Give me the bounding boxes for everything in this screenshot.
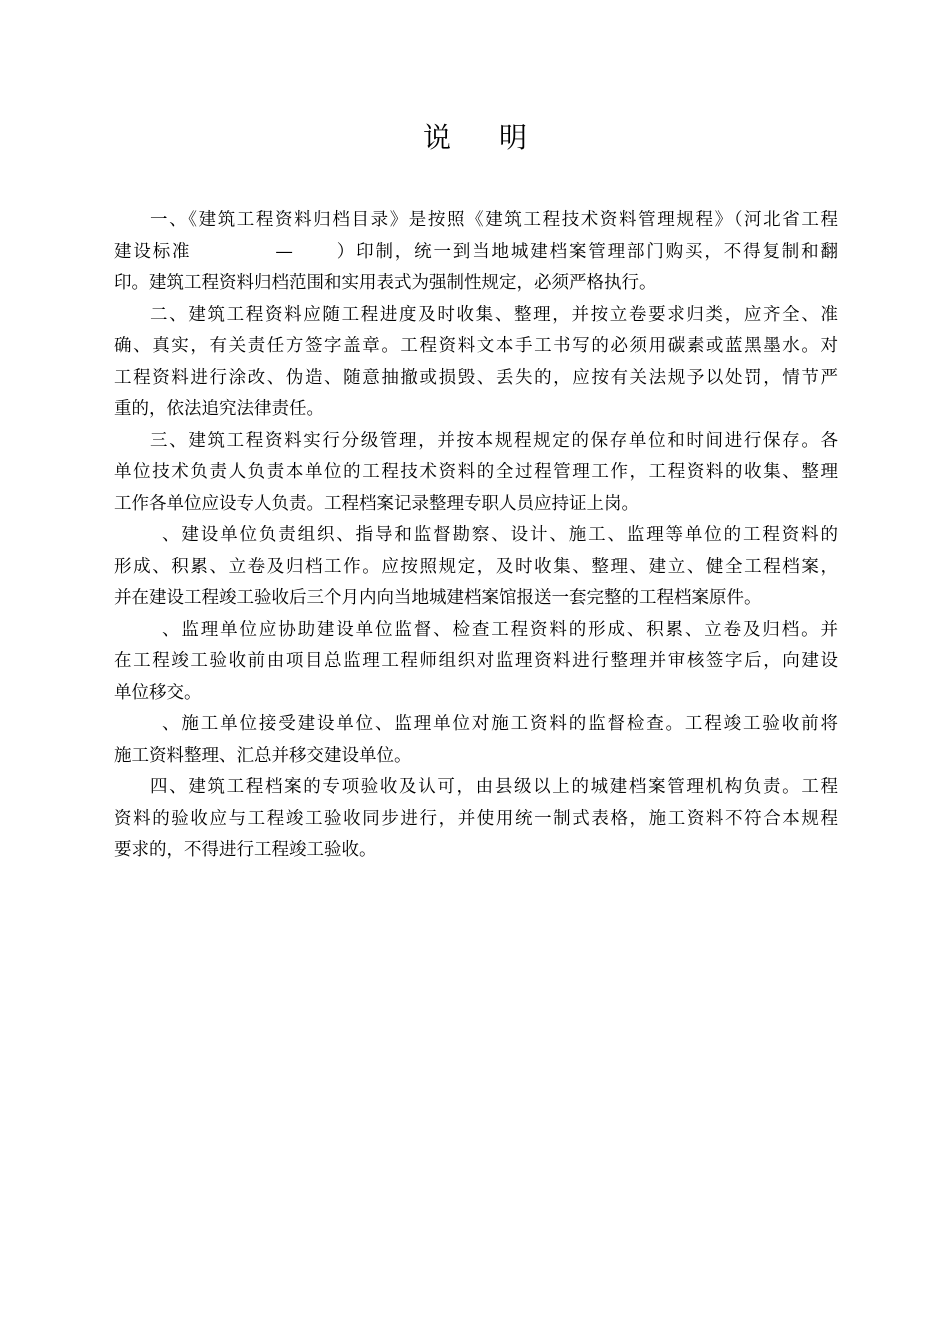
paragraph-3-line-1: 三、建筑工程资料实行分级管理，并按本规程规定的保存单位和时间进行保存。各 [150, 430, 838, 451]
paragraph-7-line-1: 四、建筑工程档案的专项验收及认可，由县级以上的城建档案管理机构负责。工程 [150, 777, 838, 797]
title-char-1: 说 [422, 121, 451, 154]
paragraph-6-line-2: 施工资料整理、汇总并移交建设单位。 [114, 745, 412, 766]
paragraph-4-line-3: 并在建设工程竣工验收后三个月内向当地城建档案馆报送一套完整的工程档案原件。 [114, 588, 762, 608]
standard-rest: ）印制，统一到当地城建档案管理部门购买，不得复制和翻 [334, 241, 839, 262]
paragraph-1-line-1: 一、《建筑工程资料归档目录》是按照《建筑工程技术资料管理规程》（河北省工程 [150, 210, 838, 230]
standard-label: 建设标准 [114, 241, 192, 262]
paragraph-2-line-4: 重的，依法追究法律责任。 [114, 399, 324, 419]
paragraph-1-line-2 [114, 237, 838, 269]
paragraph-7-line-2: 资料的验收应与工程竣工验收同步进行，并使用统一制式表格，施工资料不符合本规程 [114, 808, 838, 829]
paragraph-2-line-3: 工程资料进行涂改、伪造、随意抽撤或损毁、丢失的，应按有关法规予以处罚，情节严 [114, 367, 838, 388]
paragraph-5-line-1: 、监理单位应协助建设单位监督、检查工程资料的形成、积累、立卷及归档。并 [162, 619, 838, 640]
paragraph-6-line-1: 、施工单位接受建设单位、监理单位对施工资料的监督检查。工程竣工验收前将 [162, 714, 838, 734]
paragraph-2-line-2: 确、真实，有关责任方签字盖章。工程资料文本手工书写的必须用碳素或蓝黑墨水。对 [114, 336, 838, 356]
standard-dash: — [275, 241, 293, 262]
page-title [0, 118, 950, 158]
paragraph-3-line-3: 工作各单位应设专人负责。工程档案记录整理专职人员应持证上岗。 [114, 493, 639, 514]
paragraph-3-line-2: 单位技术负责人负责本单位的工程技术资料的全过程管理工作，工程资料的收集、整理 [114, 462, 838, 482]
paragraph-4-line-1: 、建设单位负责组织、指导和监督勘察、设计、施工、监理等单位的工程资料的 [162, 525, 838, 545]
paragraph-2-line-1: 二、建筑工程资料应随工程进度及时收集、整理，并按立卷要求归类，应齐全、准 [150, 304, 838, 325]
title-char-2: 明 [499, 121, 528, 154]
paragraph-1-line-3: 印。建筑工程资料归档范围和实用表式为强制性规定，必须严格执行。 [114, 273, 657, 293]
document-body [114, 205, 838, 867]
paragraph-4-line-2: 形成、积累、立卷及归档工作。应按照规定，及时收集、整理、建立、健全工程档案， [114, 556, 838, 577]
paragraph-5-line-3: 单位移交。 [114, 682, 202, 703]
paragraph-7-line-3: 要求的，不得进行工程竣工验收。 [114, 840, 377, 860]
paragraph-5-line-2: 在工程竣工验收前由项目总监理工程师组织对监理资料进行整理并审核签字后，向建设 [114, 651, 838, 671]
